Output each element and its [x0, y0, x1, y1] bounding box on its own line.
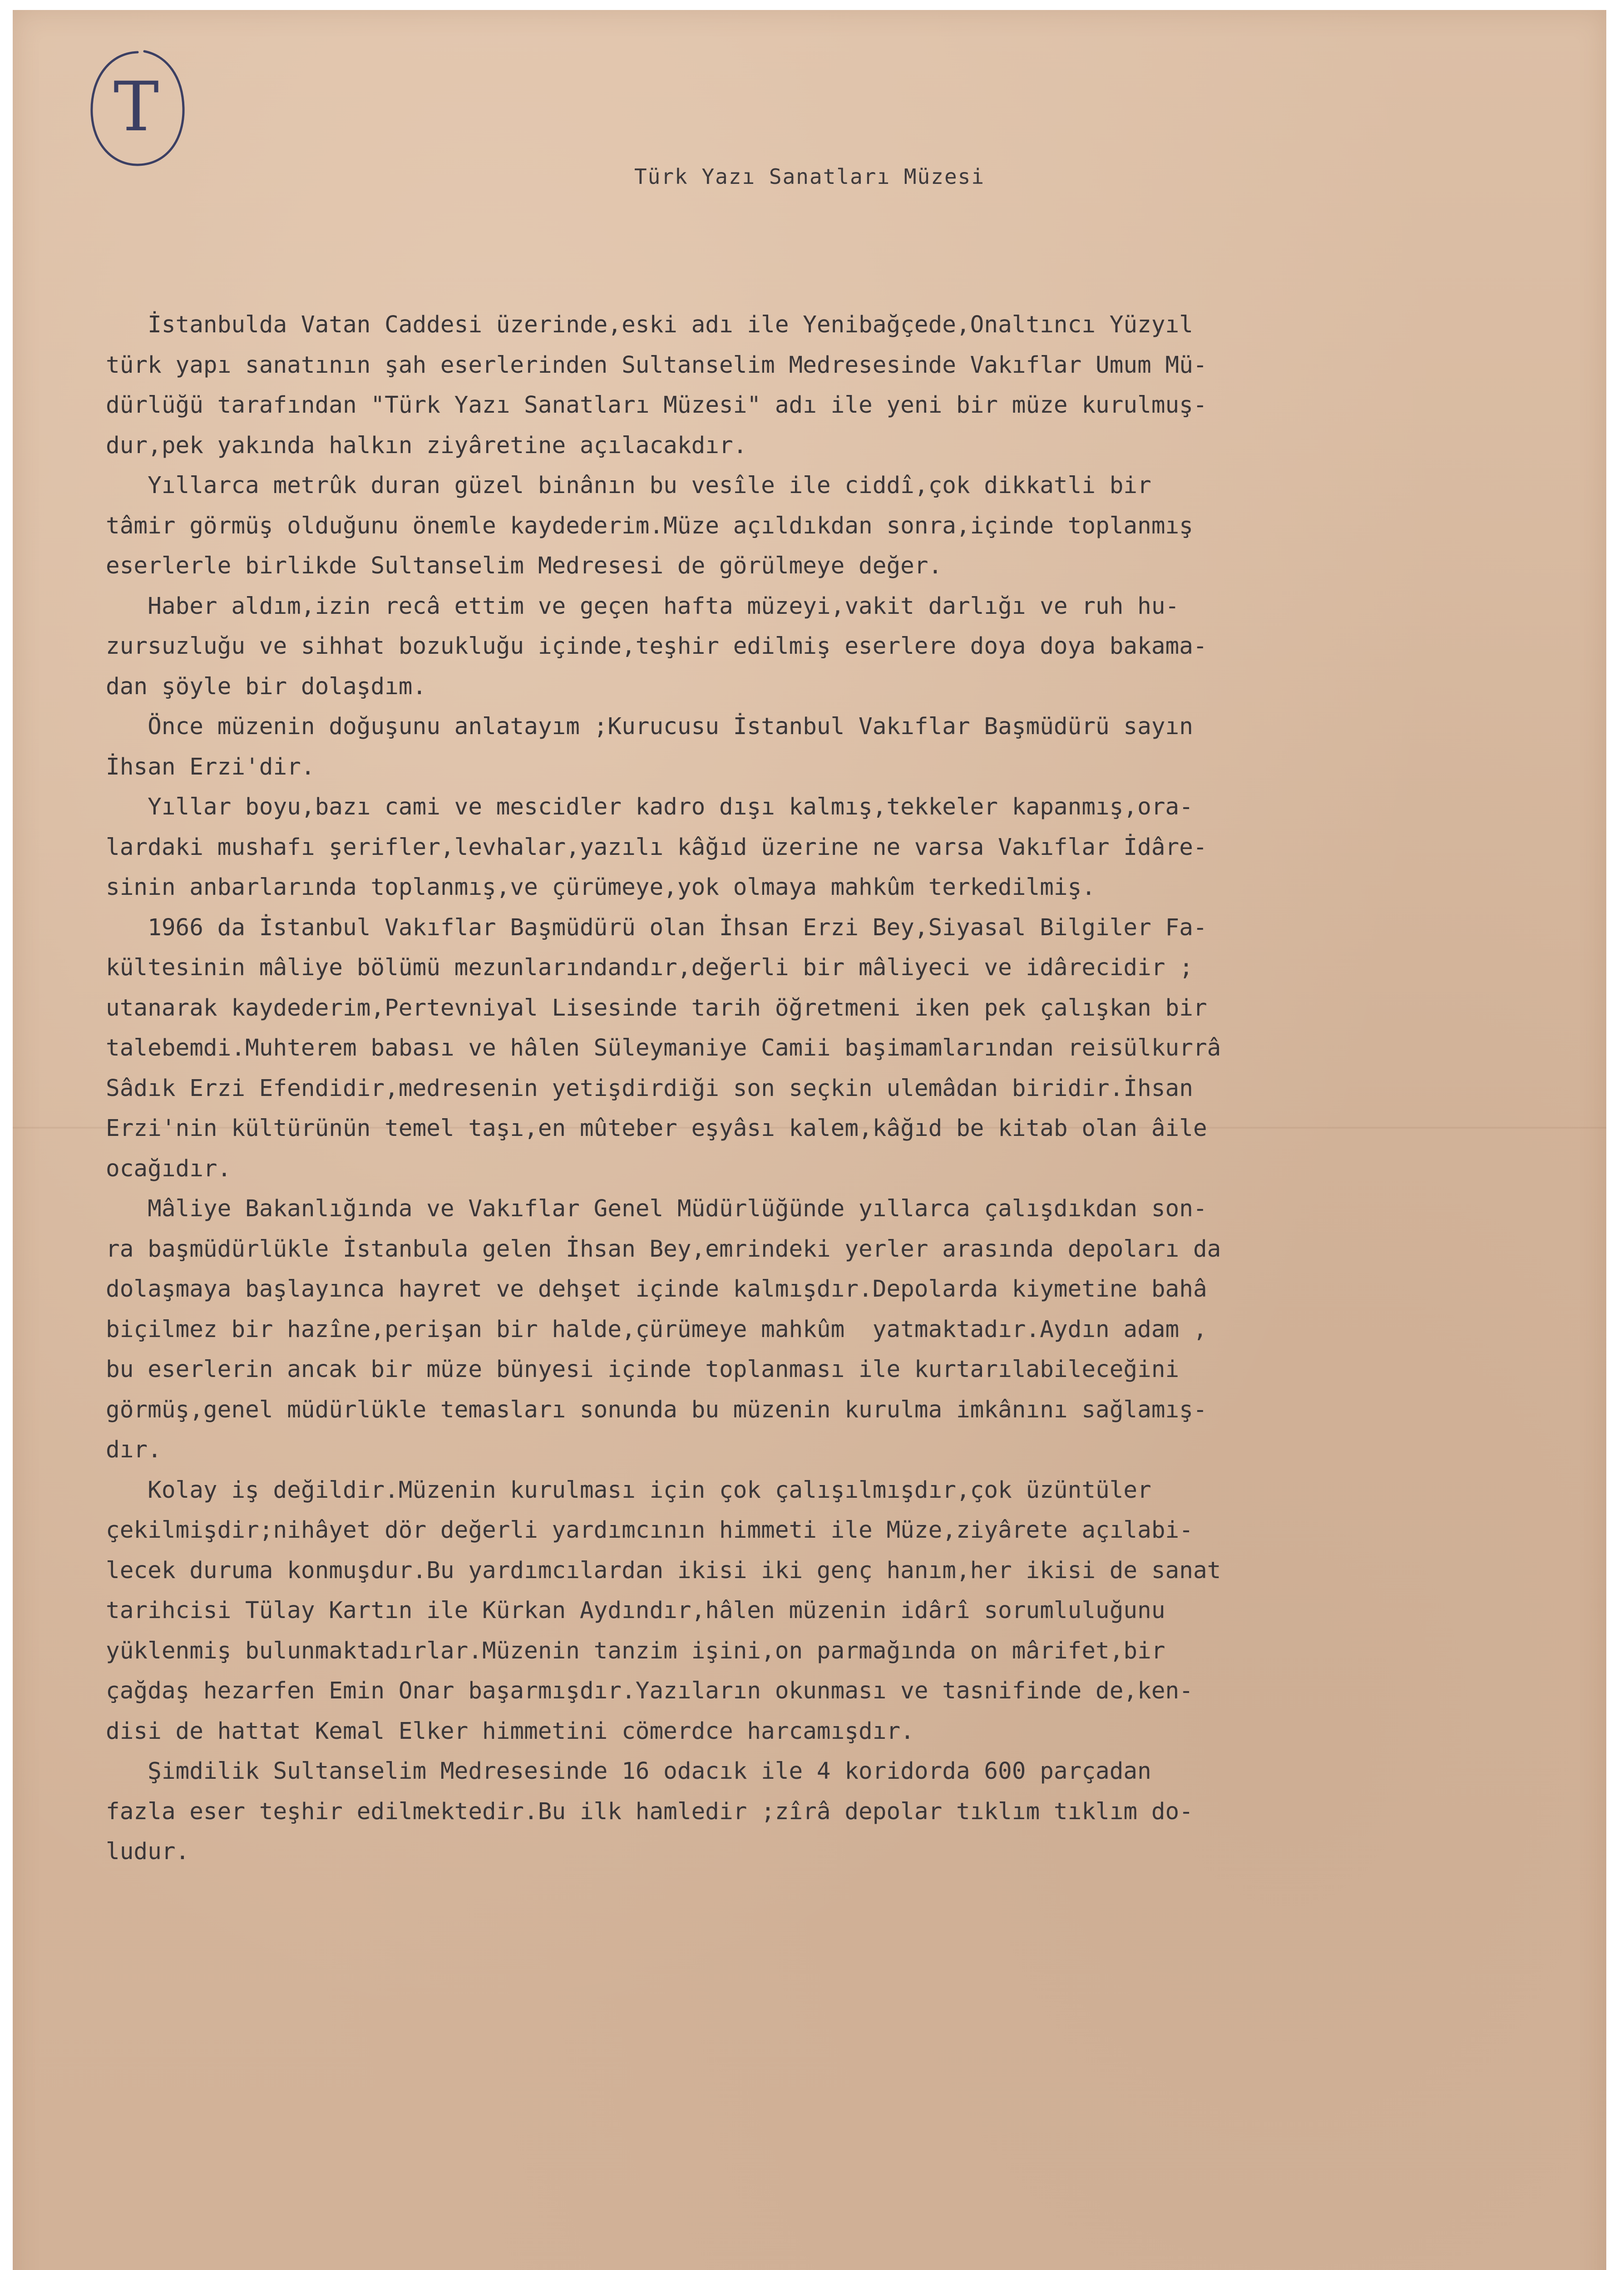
text-line: fazla eser teşhir edilmektedir.Bu ilk hamledir ;zîrâ depolar tıklım tıklım do-	[106, 1798, 1193, 1825]
document-title: Türk Yazı Sanatları Müzesi	[634, 164, 985, 189]
corner-mark-letter: T	[113, 68, 159, 147]
text-line: Mâliye Bakanlığında ve Vakıflar Genel Müdürlüğünde yıllarca çalışdıkdan son-	[106, 1195, 1207, 1222]
text-line: kültesinin mâliye bölümü mezunlarındandır,değerli bir mâliyeci ve idârecidir ;	[106, 954, 1193, 981]
text-line: dürlüğü tarafından "Türk Yazı Sanatları Müzesi" adı ile yeni bir müze kurulmuş-	[106, 392, 1207, 419]
text-line: Erzi'nin kültürünün temel taşı,en mûteber eşyâsı kalem,kâğıd be kitab olan âile	[106, 1115, 1207, 1142]
text-line: disi de hattat Kemal Elker himmetini cömerdce harcamışdır.	[106, 1717, 914, 1745]
text-line: görmüş,genel müdürlükle temasları sonunda bu müzenin kurulma imkânını sağlamış-	[106, 1396, 1207, 1423]
text-line: İhsan Erzi'dir.	[106, 753, 315, 780]
document-body	[106, 305, 1563, 1872]
text-line: Kolay iş değildir.Müzenin kurulması için çok çalışılmışdır,çok üzüntüler	[106, 1476, 1151, 1504]
text-line: türk yapı sanatının şah eserlerinden Sultanselim Medresesinde Vakıflar Umum Mü-	[106, 351, 1207, 379]
text-line: Önce müzenin doğuşunu anlatayım ;Kurucusu İstanbul Vakıflar Başmüdürü sayın	[106, 713, 1193, 740]
text-line: çağdaş hezarfen Emin Onar başarmışdır.Yazıların okunması ve tasnifinde de,ken-	[106, 1678, 1193, 1704]
text-line: lecek duruma konmuşdur.Bu yardımcılardan ikisi iki genç hanım,her ikisi de sanat	[106, 1557, 1221, 1584]
text-line: Yıllarca metrûk duran güzel binânın bu vesîle ile ciddî,çok dikkatli bir	[106, 472, 1151, 499]
text-line: tâmir görmüş olduğunu önemle kaydederim.Müze açıldıkdan sonra,içinde toplanmış	[106, 512, 1193, 539]
text-line: ludur.	[106, 1838, 190, 1865]
text-line: ra başmüdürlükle İstanbula gelen İhsan Bey,emrindeki yerler arasında depoları da	[106, 1235, 1221, 1263]
text-line: talebemdi.Muhterem babası ve hâlen Süleymaniye Camii başimamlarından reisülkurrâ	[106, 1035, 1221, 1061]
text-line: Haber aldım,izin recâ ettim ve geçen hafta müzeyi,vakit darlığı ve ruh hu-	[106, 592, 1180, 620]
text-line: lardaki mushafı şerifler,levhalar,yazılı kâğıd üzerine ne varsa Vakıflar İdâre-	[106, 834, 1207, 861]
text-line: ocağıdır.	[106, 1155, 232, 1182]
circled-letter-mark	[81, 44, 192, 173]
text-line: yüklenmiş bulunmaktadırlar.Müzenin tanzim işini,on parmağında on mârifet,bir	[106, 1637, 1165, 1664]
text-line: tarihcisi Tülay Kartın ile Kürkan Aydındır,hâlen müzenin idârî sorumluluğunu	[106, 1597, 1165, 1624]
text-line: biçilmez bir hazîne,perişan bir halde,çürümeye mahkûm yatmaktadır.Aydın adam ,	[106, 1316, 1207, 1343]
text-line: Şimdilik Sultanselim Medresesinde 16 odacık ile 4 koridorda 600 parçadan	[106, 1758, 1151, 1785]
text-line: bu eserlerin ancak bir müze bünyesi içinde toplanması ile kurtarılabileceğini	[106, 1356, 1180, 1383]
text-line: utanarak kaydederim,Pertevniyal Lisesinde tarih öğretmeni iken pek çalışkan bir	[106, 994, 1207, 1022]
paper-sheet	[13, 10, 1606, 2270]
text-line: dolaşmaya başlayınca hayret ve dehşet içinde kalmışdır.Depolarda kiymetine bahâ	[106, 1276, 1207, 1303]
text-line: sinin anbarlarında toplanmış,ve çürümeye,yok olmaya mahkûm terkedilmiş.	[106, 874, 1096, 901]
text-line: Yıllar boyu,bazı cami ve mescidler kadro dışı kalmış,tekkeler kapanmış,ora-	[106, 794, 1193, 820]
text-line: eserlerle birlikde Sultanselim Medresesi de görülmeye değer.	[106, 553, 943, 579]
text-line: 1966 da İstanbul Vakıflar Başmüdürü olan İhsan Erzi Bey,Siyasal Bilgiler Fa-	[106, 914, 1207, 941]
text-line: dan şöyle bir dolaşdım.	[106, 673, 427, 700]
text-line: dır.	[106, 1436, 162, 1463]
text-line: zursuzluğu ve sihhat bozukluğu içinde,teşhir edilmiş eserlere doya doya bakama-	[106, 633, 1207, 660]
text-line: çekilmişdir;nihâyet dör değerli yardımcının himmeti ile Müze,ziyârete açılabi-	[106, 1517, 1193, 1544]
text-line: dur,pek yakında halkın ziyâretine açılacakdır.	[106, 432, 747, 459]
text-line: İstanbulda Vatan Caddesi üzerinde,eski adı ile Yenibağçede,Onaltıncı Yüzyıl	[106, 311, 1193, 338]
text-line: Sâdık Erzi Efendidir,medresenin yetişdirdiği son seçkin ulemâdan biridir.İhsan	[106, 1075, 1193, 1102]
